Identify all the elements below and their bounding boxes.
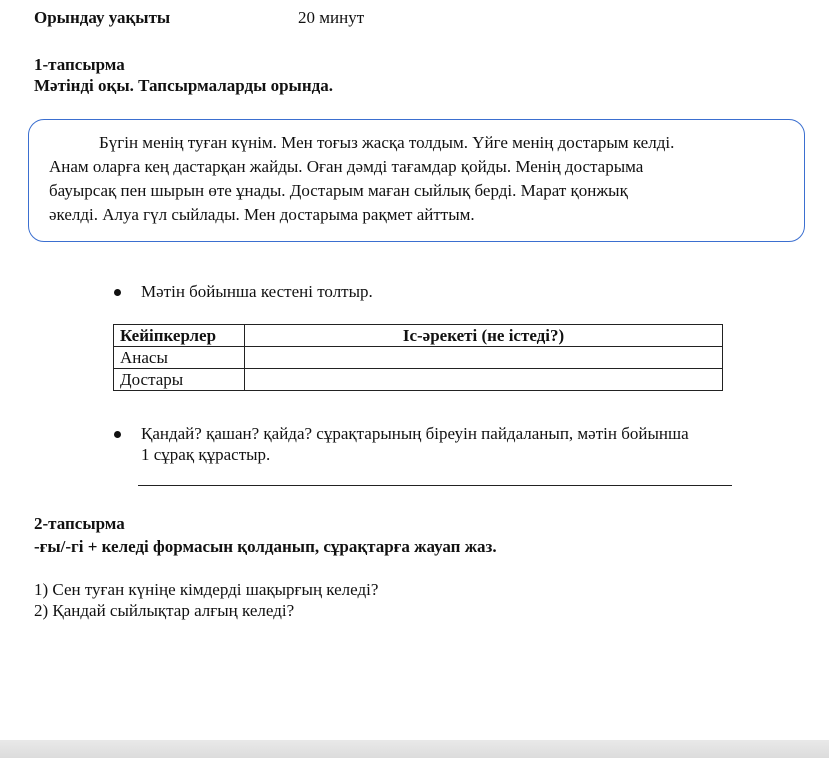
time-label: Орындау уақыты — [34, 8, 171, 27]
bullet2-line2: 1 сұрақ құрастыр. — [141, 445, 271, 464]
table-row — [114, 347, 723, 369]
table-header-row — [114, 325, 723, 347]
table-cell-character: Достары — [114, 369, 245, 391]
page-bottom-edge — [0, 740, 829, 758]
table-cell-character: Анасы — [114, 347, 245, 369]
task1-title: 1-тапсырма — [34, 55, 125, 74]
bullet-icon — [114, 289, 121, 296]
characters-table — [113, 324, 723, 391]
answer-line[interactable] — [138, 485, 732, 486]
question-item: 1) Сен туған күніңе кімдерді шақырғың келеді? — [34, 580, 379, 599]
task1-instruction: Мәтінді оқы. Тапсырмаларды орында. — [34, 76, 333, 95]
bullet2-line1: Қандай? қашан? қайда? сұрақтарының біреуін пайдаланып, мәтін бойынша — [141, 424, 689, 443]
time-value: 20 минут — [298, 8, 365, 27]
passage-line: бауырсақ пен шырын өте ұнады. Достарым маған сыйлық берді. Марат қонжық — [49, 181, 628, 200]
table-row — [114, 369, 723, 391]
table-cell-action[interactable] — [245, 369, 723, 391]
question-item: 2) Қандай сыйлықтар алғың келеді? — [34, 601, 295, 620]
bullet1-text: Мәтін бойынша кестені толтыр. — [141, 282, 373, 301]
passage-line: Анам оларға кең дастарқан жайды. Оған дәмді тағамдар қойды. Менің достарыма — [49, 157, 644, 176]
passage-line: Бүгін менің туған күнім. Мен тоғыз жасқа толдым. Үйге менің достарым келді. — [99, 133, 675, 152]
task2-instruction: -ғы/-гі + келеді формасын қолданып, сұрақтарға жауап жаз. — [34, 537, 497, 556]
bullet-icon — [114, 431, 121, 438]
reading-passage — [49, 131, 809, 227]
task2-title: 2-тапсырма — [34, 514, 125, 533]
passage-line: әкелді. Алуа гүл сыйлады. Мен достарыма рақмет айттым. — [49, 205, 475, 224]
table-header-actions: Іс-әрекеті (не істеді?) — [245, 325, 723, 347]
table-cell-action[interactable] — [245, 347, 723, 369]
table-header-characters: Кейіпкерлер — [114, 325, 245, 347]
